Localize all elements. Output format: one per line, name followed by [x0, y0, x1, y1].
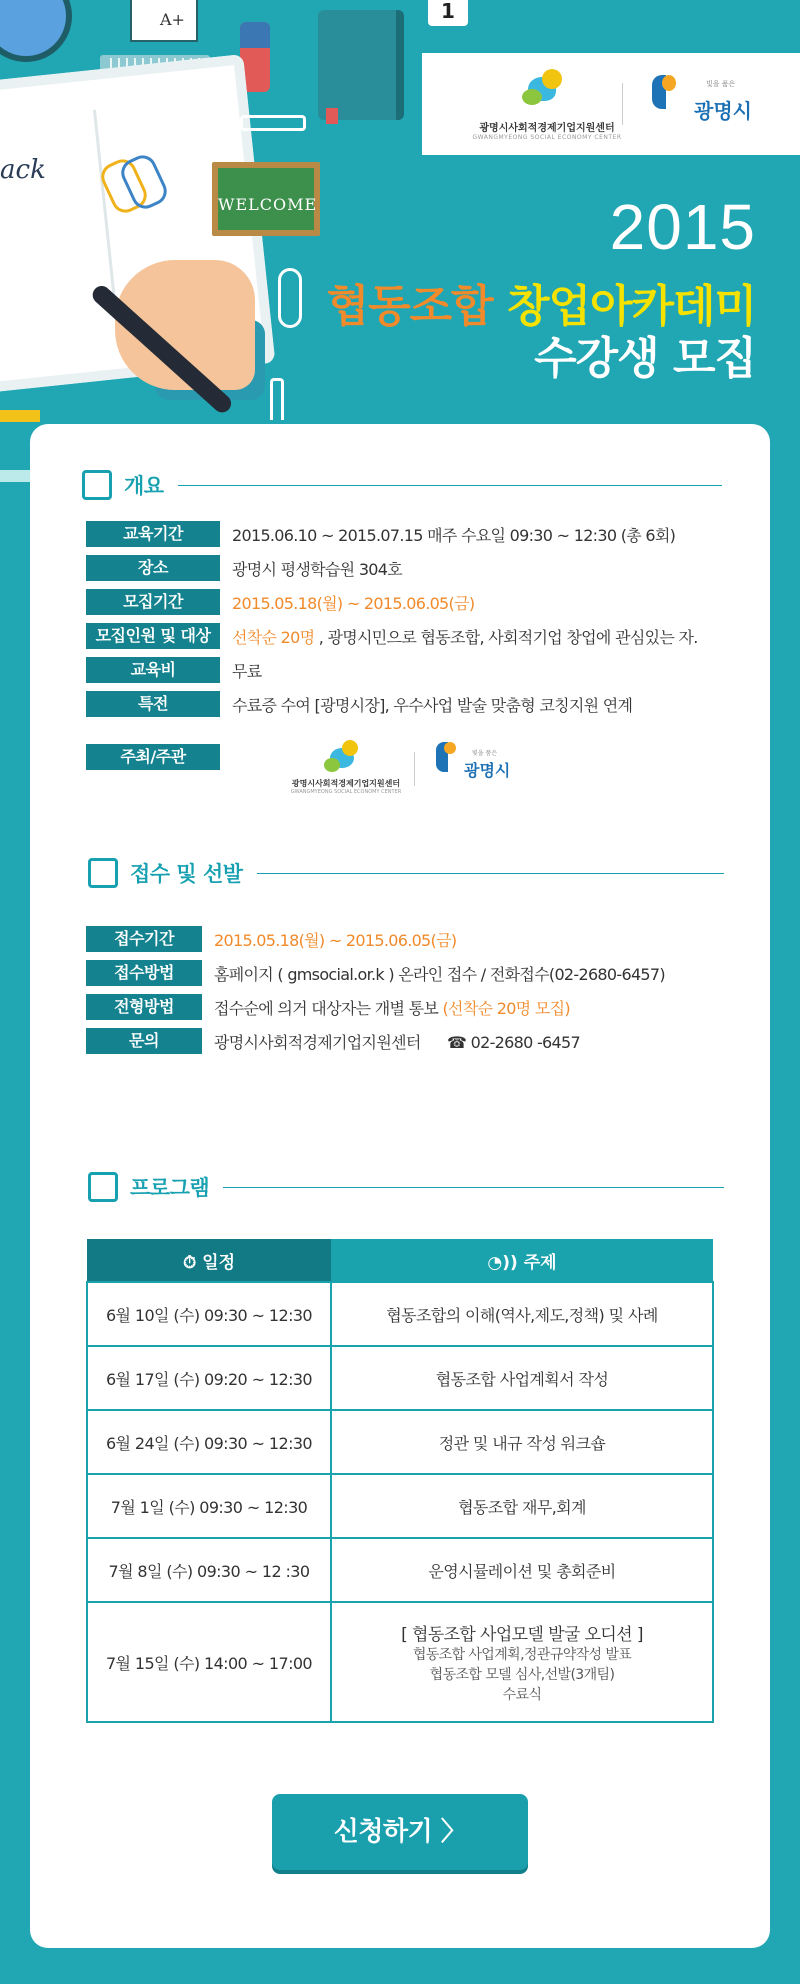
table-row	[87, 1474, 713, 1538]
schedule-date: 6월 17일 (수) 09:20 ~ 12:30	[87, 1346, 331, 1410]
city-logo-name: 광명시	[464, 761, 511, 780]
schedule-topic: 협동조합 사업계획서 작성	[331, 1346, 713, 1410]
calendar-icon	[88, 1172, 118, 1202]
schedule-topic: 협동조합의 이해(역사,제도,정책) 및 사례	[331, 1282, 713, 1346]
center-logo	[276, 740, 416, 795]
pin-illustration	[270, 378, 284, 420]
center-logo-mark	[518, 69, 576, 113]
content-card	[30, 424, 770, 1948]
info-label: 전형방법	[86, 994, 202, 1020]
overview-row	[86, 691, 632, 717]
info-label: 접수방법	[86, 960, 202, 986]
clip-outline-icon	[278, 268, 302, 328]
info-label: 교육비	[86, 657, 220, 683]
deco-stripe	[0, 470, 30, 482]
column-header-topic	[331, 1239, 713, 1282]
host-logos	[246, 740, 546, 802]
info-label: 접수기간	[86, 926, 202, 952]
info-value: 수료증 수여 [광명시장], 우수사업 발술 맞춤형 코칭지원 연계	[232, 695, 633, 715]
eraser-cap	[240, 22, 270, 48]
overview-header	[82, 470, 722, 500]
overview-title: 개요	[124, 474, 164, 498]
schedule-topic: 운영시뮬레이션 및 총회준비	[331, 1538, 713, 1602]
center-logo-name: 광명시사회적경제기업지원센터	[291, 779, 401, 788]
city-logo-shape	[444, 742, 456, 754]
reception-divider	[257, 873, 724, 874]
info-value-accent: (선착순 20명 모집)	[442, 998, 570, 1018]
center-logo	[462, 69, 632, 141]
info-value-accent: 선착순 20명	[232, 627, 315, 647]
program-table	[86, 1239, 714, 1723]
column-header-date	[87, 1239, 331, 1282]
logo-divider	[414, 752, 415, 786]
city-logo	[436, 742, 546, 798]
info-value	[214, 996, 570, 1019]
column-header-date-label: 일정	[202, 1252, 236, 1273]
hero-subtitle: 수강생 모집	[534, 333, 756, 384]
schedule-date: 7월 1일 (수) 09:30 ~ 12:30	[87, 1474, 331, 1538]
center-logo-subtitle: GWANGMYEONG SOCIAL ECONOMY CENTER	[290, 789, 402, 795]
logo-divider	[622, 83, 623, 125]
city-logo-shape	[662, 75, 676, 91]
folder-icon	[82, 470, 112, 500]
center-logo-shape	[522, 89, 542, 105]
info-value-main: 접수순에 의거 대상자는 개별 통보	[214, 998, 443, 1018]
info-value: 광명시 평생학습원 304호	[232, 559, 403, 579]
center-logo-shape	[324, 758, 340, 772]
overview-row	[86, 521, 675, 547]
program-title: 프로그램	[130, 1176, 210, 1200]
column-header-topic-label: 주제	[523, 1252, 557, 1273]
apply-button[interactable]: 신청하기 〉	[272, 1794, 528, 1870]
schedule-topic: 협동조합 재무,회계	[331, 1474, 713, 1538]
overview-row	[86, 744, 232, 770]
partner-logos-box	[422, 53, 800, 155]
info-label: 특전	[86, 691, 220, 717]
info-value-rest: , 광명시민으로 협동조합, 사회적기업 창업에 관심있는 자.	[314, 627, 698, 647]
overview-divider	[178, 485, 722, 486]
topic-detail: 협동조합 모델 심사,선발(3개팀)	[429, 1666, 615, 1683]
grade-card-text: A+	[160, 10, 185, 29]
center-logo-shape	[542, 69, 562, 89]
hero-title-part2: 창업아카데미	[506, 281, 756, 332]
center-logo-name: 광명시사회적경제기업지원센터	[479, 123, 615, 134]
info-value	[214, 1030, 580, 1053]
info-value: 2015.05.18(월) ~ 2015.06.05(금)	[214, 930, 457, 950]
notebook-illustration	[318, 10, 404, 120]
info-label: 장소	[86, 555, 220, 581]
schedule-date: 7월 8일 (수) 09:30 ~ 12 :30	[87, 1538, 331, 1602]
city-logo-mark	[652, 75, 678, 115]
city-logo-name: 광명시	[694, 99, 752, 123]
globe-illustration	[0, 0, 72, 62]
reception-row	[86, 960, 665, 986]
info-label: 문의	[86, 1028, 202, 1054]
reception-row	[86, 926, 456, 952]
contact-name: 광명시사회적경제기업지원센터	[214, 1032, 421, 1052]
hero-title-part1: 협동조합	[326, 281, 493, 332]
overview-row	[86, 657, 262, 683]
overview-row	[86, 623, 698, 649]
topic-detail: 수료식	[502, 1686, 542, 1703]
topic-detail: 협동조합 사업계획,정관규약작성 발표	[412, 1646, 632, 1663]
info-label: 교육기간	[86, 521, 220, 547]
deco-stripe	[0, 410, 40, 422]
schedule-date: 6월 24일 (수) 09:30 ~ 12:30	[87, 1410, 331, 1474]
notebook-bookmark	[326, 108, 338, 124]
overview-row	[86, 555, 402, 581]
speaker-icon: ◔))	[487, 1252, 524, 1273]
stopwatch-icon: ⏱	[182, 1252, 203, 1273]
table-header-row	[87, 1239, 713, 1282]
city-logo-tagline: 빛을 품은	[472, 750, 498, 757]
reception-row	[86, 1028, 580, 1054]
city-logo-tagline: 빛을 품은	[706, 80, 736, 88]
info-label: 모집기간	[86, 589, 220, 615]
center-logo-subtitle: GWANGMYEONG SOCIAL ECONOMY CENTER	[472, 134, 622, 141]
program-header	[88, 1172, 724, 1202]
info-value: 2015.05.18(월) ~ 2015.06.05(금)	[232, 593, 475, 613]
schedule-date: 7월 15일 (수) 14:00 ~ 17:00	[87, 1602, 331, 1722]
reception-title: 접수 및 선발	[130, 862, 243, 886]
pin-illustration	[240, 115, 306, 131]
schedule-topic: 정관 및 내규 작성 워크숍	[331, 1410, 713, 1474]
center-logo-mark	[322, 740, 370, 774]
schedule-date: 6월 10일 (수) 09:30 ~ 12:30	[87, 1282, 331, 1346]
schedule-topic	[331, 1602, 713, 1722]
table-row	[87, 1538, 713, 1602]
info-label: 주최/주관	[86, 744, 220, 770]
contact-phone: 02-2680 -6457	[470, 1032, 580, 1052]
center-logo-shape	[342, 740, 358, 756]
info-label: 모집인원 및 대상	[86, 623, 220, 649]
table-row	[87, 1602, 713, 1722]
reception-header	[88, 858, 724, 888]
document-icon	[88, 858, 118, 888]
hero-year: 2015	[609, 191, 756, 263]
info-value: 홈페이지 ( gmsocial.or.k ) 온라인 접수 / 전화접수(02-2680-6457)	[214, 964, 665, 984]
info-value	[232, 625, 698, 648]
info-value: 2015.06.10 ~ 2015.07.15 매주 수요일 09:30 ~ 12:30 (총 6회)	[232, 525, 676, 545]
book-handwriting: ack	[0, 155, 46, 185]
topic-title: [ 협동조합 사업모델 발굴 오디션 ]	[401, 1624, 643, 1645]
calendar-badge: 1	[428, 0, 468, 26]
table-row	[87, 1282, 713, 1346]
program-divider	[223, 1187, 724, 1188]
phone-icon: ☎	[446, 1032, 467, 1052]
hero-banner	[0, 0, 800, 420]
table-row	[87, 1410, 713, 1474]
welcome-board-illustration: WELCOME	[212, 162, 320, 236]
reception-row	[86, 994, 570, 1020]
overview-row	[86, 589, 474, 615]
info-value: 무료	[232, 661, 262, 681]
table-row	[87, 1346, 713, 1410]
city-logo	[652, 71, 772, 141]
